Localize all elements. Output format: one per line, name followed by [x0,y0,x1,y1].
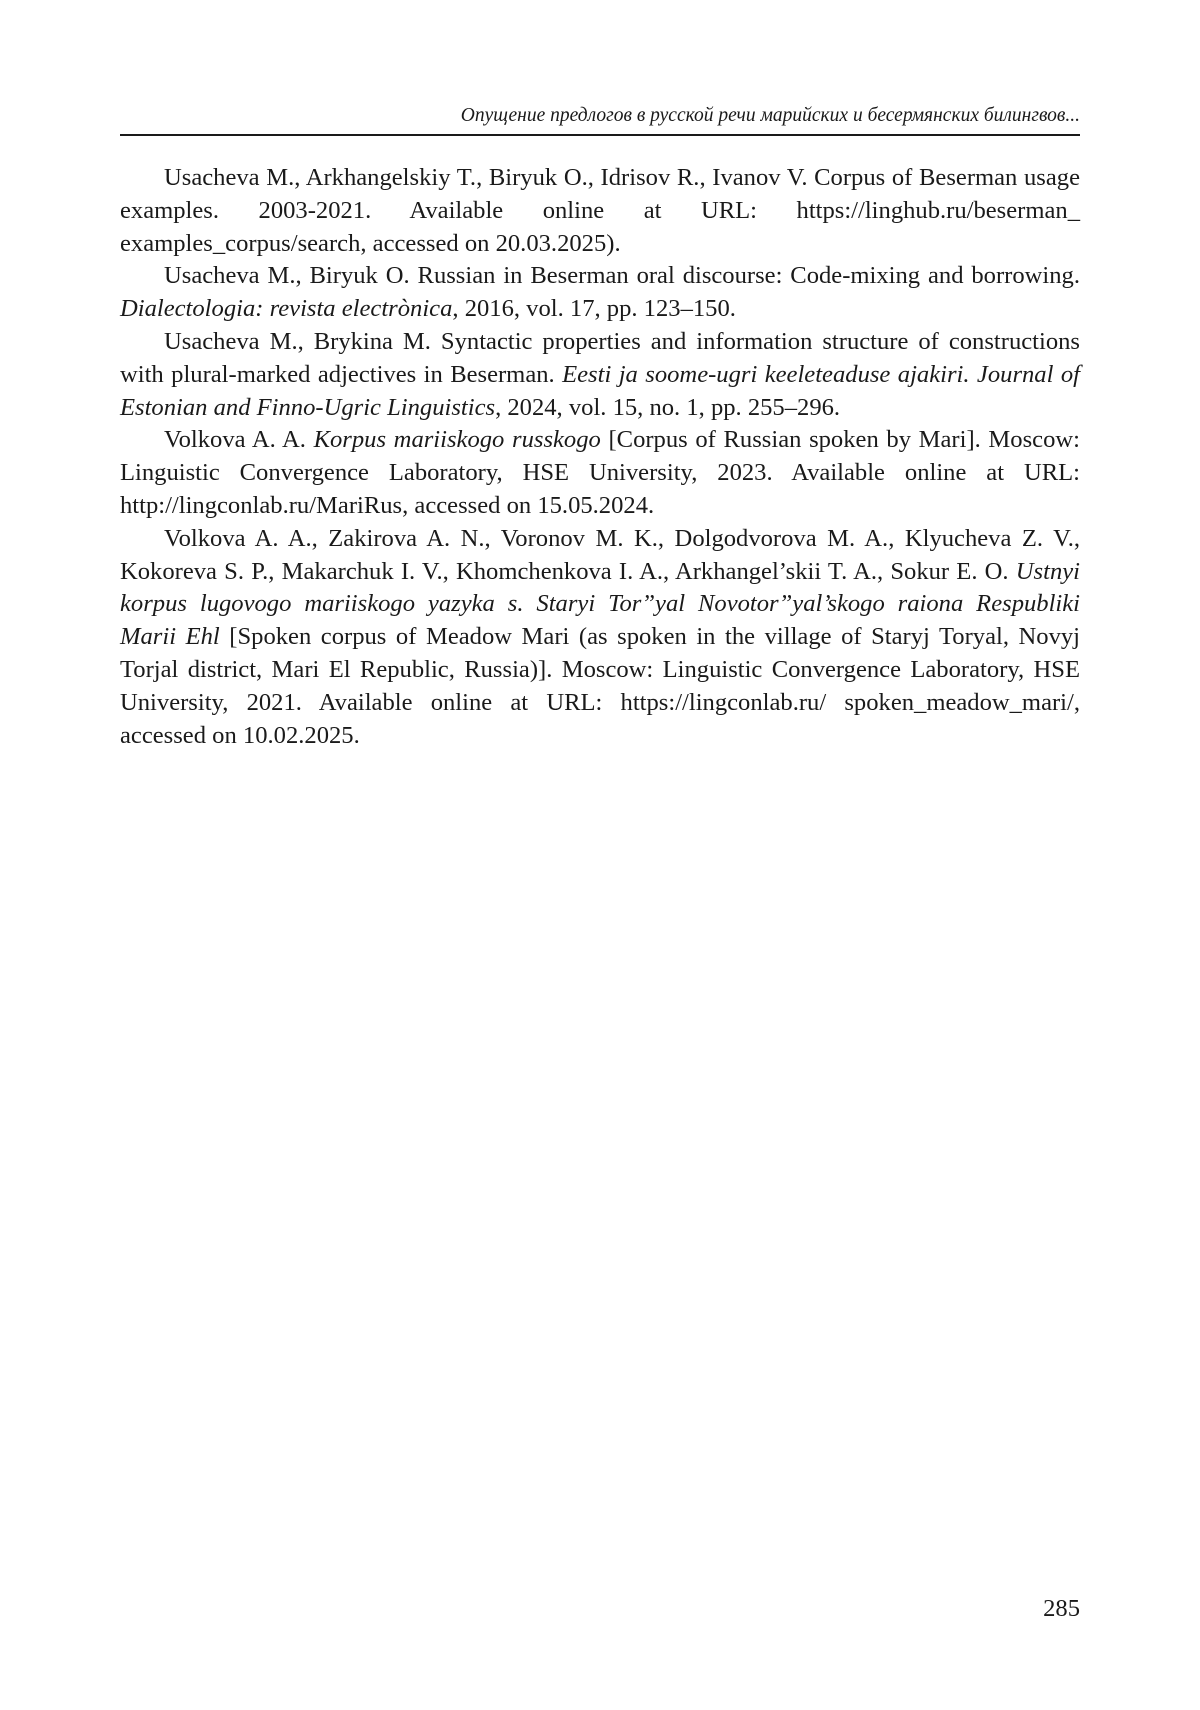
reference-entry-usacheva-arkhangelskiy [120,162,1080,260]
reference-text: [Corpus of Russian spoken by Mari]. Moscow: Linguistic Convergence Laboratory, HSE University, 2023. Available online at URL: http://lingconlab.ru/MariRus, accessed on 15.05.2024. [120,426,1080,519]
reference-journal-title: Eesti ja soome-ugri keeleteaduse ajakiri. Journal of Estonian and Finno-Ugric Linguistics [120,360,1080,421]
reference-corpus-title: Korpus mariiskogo russkogo [313,426,601,454]
reference-list [120,162,1080,752]
reference-entry-volkova [120,424,1080,522]
reference-entry-usacheva-biryuk [120,260,1080,326]
reference-text: Usacheva M., Brykina M. Syntactic properties and information structure of constructions with plural-marked adjectives in Beserman. [120,327,1080,388]
reference-text: Volkova A. A., Zakirova A. N., Voronov M. K., Dolgodvorova M. A., Klyucheva Z. V., Kokoreva S. P., Makarchuk I. V., Khomchenkova I. A., Arkhangel’skii T. A., Sokur E. O. [120,524,1080,585]
reference-corpus-title: Ustnyi korpus lugovogo mariiskogo yazyka s. Staryi Tor”yal Novotor”yal’skogo raiona Respubliki Marii Ehl [120,557,1080,651]
reference-entry-usacheva-brykina [120,326,1080,424]
reference-text: [Spoken corpus of Meadow Mari (as spoken in the village of Staryj Toryal, Novyj Torjal district, Mari El Republic, Russia)]. Moscow: Linguistic Convergence Laboratory, HSE University, 2021. Available online at URL: https://lingconlab.ru/ spoken_meadow_mari/, accessed on 10.02.2025. [120,623,1080,749]
reference-text: Volkova A. A. [164,426,314,454]
reference-journal-title: Dialectologia: revista electrònica [120,295,453,323]
header-rule [120,134,1080,136]
running-header: Опущение предлогов в русской речи марийских и бесермянских билингвов... [460,105,1080,126]
reference-entry-volkova-et-al [120,523,1080,753]
reference-text: , 2024, vol. 15, no. 1, pp. 255–296. [495,393,841,421]
reference-text: , 2016, vol. 17, pp. 123–150. [452,295,736,323]
page-number: 285 [1043,1595,1080,1622]
reference-text: Usacheva M., Arkhangelskiy T., Biryuk O., Idrisov R., Ivanov V. Corpus of Beserman usage examples. 2003-2021. Available online at URL: https://linghub.ru/beserman_ examples_corpus/search, accessed on 20.03.2025). [120,164,1080,257]
reference-text: Usacheva M., Biryuk O. Russian in Beserman oral discourse: Code-mixing and borrowing. [164,262,1080,290]
